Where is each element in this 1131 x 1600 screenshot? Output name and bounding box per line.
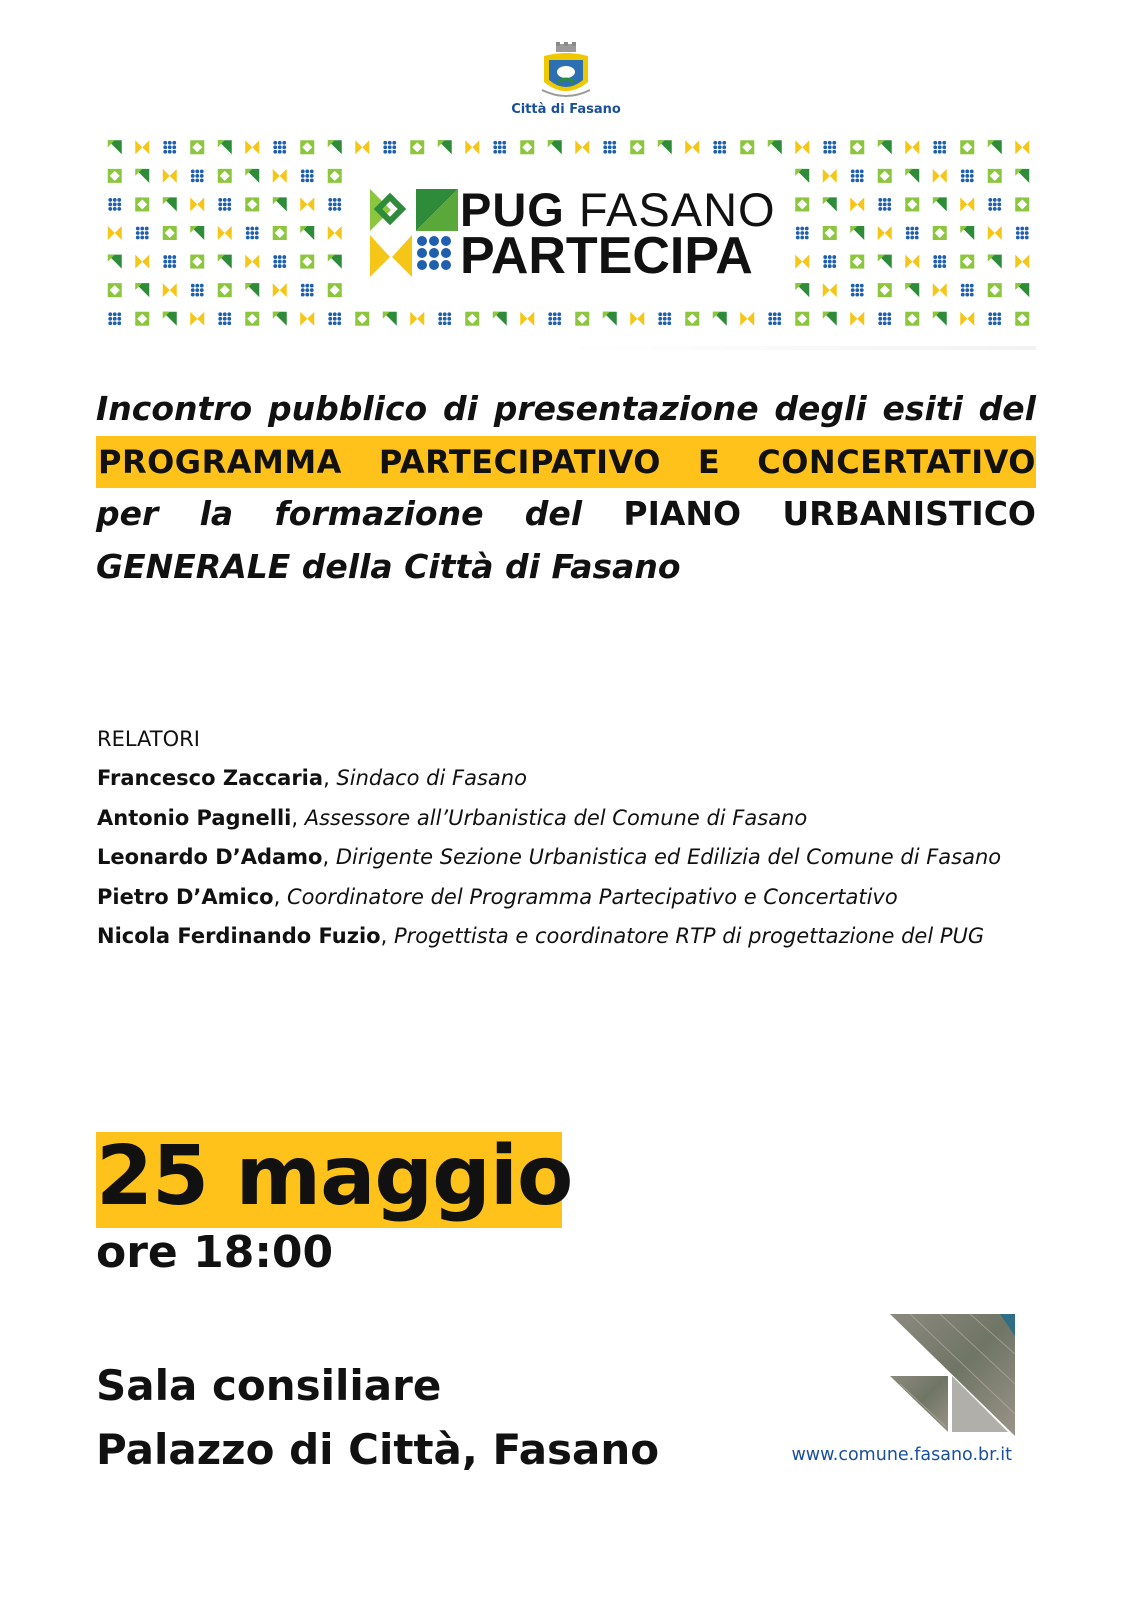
pattern-tile (850, 312, 864, 326)
pattern-tile (1015, 197, 1029, 211)
pattern-tile (933, 312, 947, 326)
pattern-tile (658, 140, 672, 154)
pattern-tile (190, 255, 204, 269)
pattern-tile (383, 141, 396, 154)
pattern-tile (301, 169, 314, 182)
pattern-tile (878, 198, 891, 211)
pattern-tile (685, 312, 699, 326)
pattern-tile (905, 140, 919, 154)
pattern-tile (135, 312, 149, 326)
pattern-tile (1016, 227, 1029, 240)
pattern-tile (823, 169, 837, 183)
pattern-tile (218, 140, 232, 154)
pattern-tile (245, 255, 259, 269)
speaker-role: Assessore all’Urbanistica del Comune di Fasano (304, 805, 808, 830)
heading-line-2-highlight: PROGRAMMA PARTECIPATIVO E CONCERTATIVO (96, 436, 1036, 489)
pattern-tile (548, 140, 562, 154)
pattern-tile (136, 227, 149, 240)
speaker-item: Pietro D’Amico, Coordinatore del Programma Partecipativo e Concertativo (97, 884, 898, 909)
pattern-tile (850, 226, 864, 240)
pattern-tile (933, 226, 947, 240)
pattern-tile (300, 197, 314, 211)
pattern-tile (410, 140, 424, 154)
pattern-tile (273, 197, 287, 211)
pattern-tile (273, 226, 287, 240)
pattern-tile (575, 140, 589, 154)
pattern-tile (163, 255, 176, 268)
pattern-tile (163, 312, 177, 326)
pattern-tile (796, 227, 809, 240)
pattern-tile (933, 255, 946, 268)
pattern-tile (823, 226, 837, 240)
speaker-role: Coordinatore del Programma Partecipativo e Concertativo (286, 884, 898, 909)
heading-line-3: per la formazione del PIANO URBANISTICO (96, 494, 1036, 533)
pattern-tile (191, 169, 204, 182)
pattern-tile (493, 312, 507, 326)
pattern-tile (878, 312, 891, 325)
event-heading (96, 383, 1036, 593)
pattern-tile (273, 141, 286, 154)
pattern-tile (465, 312, 479, 326)
pattern-tile (603, 141, 616, 154)
pattern-tile (850, 140, 864, 154)
pattern-tile (795, 140, 809, 154)
pattern-tile (905, 255, 919, 269)
pattern-tile (135, 255, 149, 269)
pattern-tile (190, 140, 204, 154)
speaker-name: Leonardo D’Adamo (97, 845, 323, 870)
pattern-tile (795, 197, 809, 211)
speaker-name: Pietro D’Amico (97, 884, 274, 909)
pattern-tile (933, 283, 947, 297)
pattern-tile (960, 255, 974, 269)
speaker-name: Francesco Zaccaria (97, 766, 324, 791)
pattern-tile (603, 312, 617, 326)
pattern-tile (191, 284, 204, 297)
pattern-tile (575, 312, 589, 326)
pattern-tile (878, 255, 892, 269)
pattern-tile (988, 169, 1002, 183)
pattern-tile (273, 283, 287, 297)
pattern-tile (905, 169, 919, 183)
pattern-tile (246, 227, 259, 240)
pattern-tile (190, 226, 204, 240)
pattern-tile (630, 312, 644, 326)
speaker-name: Nicola Ferdinando Fuzio (97, 924, 381, 949)
pattern-tile (218, 312, 231, 325)
pattern-tile (190, 312, 204, 326)
pattern-tile (1015, 169, 1029, 183)
pattern-tile (520, 140, 534, 154)
pattern-tile (713, 312, 727, 326)
pattern-tile (108, 169, 122, 183)
pattern-tile (905, 312, 919, 326)
pattern-tile (878, 140, 892, 154)
pattern-tile (795, 283, 809, 297)
pattern-tile (960, 140, 974, 154)
speaker-item: Antonio Pagnelli, Assessore all’Urbanistica del Comune di Fasano (97, 805, 808, 830)
speaker-item: Nicola Ferdinando Fuzio, Progettista e coordinatore RTP di progettazione del PUG (97, 924, 985, 949)
pattern-tile (823, 197, 837, 211)
pattern-tile (300, 140, 314, 154)
speaker-item: Francesco Zaccaria, Sindaco di Fasano (97, 766, 527, 791)
pattern-tile (218, 169, 232, 183)
pattern-tile (273, 169, 287, 183)
pattern-tile (905, 283, 919, 297)
pattern-tile (163, 226, 177, 240)
pattern-tile (300, 255, 314, 269)
pattern-tile (630, 140, 644, 154)
pattern-tile (520, 312, 534, 326)
pattern-tile (328, 169, 342, 183)
speaker-name: Antonio Pagnelli (97, 805, 292, 830)
speaker-role: Sindaco di Fasano (336, 766, 527, 791)
pattern-tile (823, 141, 836, 154)
event-venue (96, 1354, 659, 1482)
speaker-role: Progettista e coordinatore RTP di progettazione del PUG (393, 924, 985, 949)
pattern-tile (245, 312, 259, 326)
pattern-tile (768, 140, 782, 154)
pattern-tile (328, 198, 341, 211)
logo-pug-word: PUG (460, 183, 565, 236)
pattern-tile (933, 169, 947, 183)
pattern-tile (823, 255, 836, 268)
heading-line-4: GENERALE della Città di Fasano (96, 546, 681, 586)
pattern-tile (878, 226, 892, 240)
pattern-tile (960, 197, 974, 211)
pattern-tile (135, 197, 149, 211)
pattern-tile (961, 284, 974, 297)
pattern-tile (658, 312, 671, 325)
pattern-tile (795, 169, 809, 183)
pattern-tile (108, 312, 121, 325)
pattern-tile (245, 140, 259, 154)
pattern-tile (245, 169, 259, 183)
pattern-tile (823, 312, 837, 326)
pattern-tile (493, 141, 506, 154)
heading-line-1: Incontro pubblico di presentazione degli esiti del (96, 389, 1036, 428)
venue-line-1: Sala consiliare (96, 1361, 442, 1410)
pattern-tile (988, 198, 1001, 211)
pug-logo-icon (368, 187, 460, 279)
pattern-tile (933, 141, 946, 154)
city-name-label: Città di Fasano (511, 102, 621, 117)
pattern-tile (163, 283, 177, 297)
pattern-tile (355, 312, 369, 326)
pattern-tile (328, 255, 342, 269)
pattern-tile (108, 198, 121, 211)
speaker-role: Dirigente Sezione Urbanistica ed Edilizia del Comune di Fasano (335, 845, 1002, 870)
pattern-tile (1015, 255, 1029, 269)
pattern-tile (355, 140, 369, 154)
pattern-tile (851, 284, 864, 297)
pattern-tile (245, 197, 259, 211)
pattern-tile (300, 226, 314, 240)
banner-shadow (560, 346, 1036, 350)
pattern-tile (1015, 283, 1029, 297)
city-crest-icon (536, 42, 596, 104)
pattern-tile (795, 255, 809, 269)
pattern-tile (851, 169, 864, 182)
pattern-tile (960, 312, 974, 326)
pattern-tile (218, 198, 231, 211)
speakers-section (97, 720, 1057, 956)
pattern-tile (135, 283, 149, 297)
pattern-tile (273, 255, 286, 268)
pattern-tile (410, 312, 424, 326)
pattern-tile (273, 312, 287, 326)
pattern-tile (108, 283, 122, 297)
logo-fasano-word: FASANO (564, 183, 776, 236)
pattern-tile (383, 312, 397, 326)
event-time: ore 18:00 (96, 1227, 334, 1278)
pattern-tile (740, 140, 754, 154)
pattern-tile (795, 312, 809, 326)
pattern-tile (218, 283, 232, 297)
pattern-tile (245, 283, 259, 297)
pattern-tile (163, 197, 177, 211)
pattern-tile (190, 197, 204, 211)
logo-title-line2: PARTECIPA (460, 227, 753, 285)
pattern-tile (135, 140, 149, 154)
speaker-item: Leonardo D’Adamo, Dirigente Sezione Urbanistica ed Edilizia del Comune di Fasano (97, 845, 1002, 870)
pattern-tile (906, 227, 919, 240)
pattern-tile (768, 312, 781, 325)
aerial-map-arrow-icon (890, 1314, 1015, 1436)
pattern-tile (163, 141, 176, 154)
pattern-tile (218, 226, 232, 240)
pattern-tile (960, 226, 974, 240)
pattern-tile (108, 226, 122, 240)
pattern-tile (740, 312, 754, 326)
pattern-tile (905, 197, 919, 211)
pattern-tile (300, 312, 314, 326)
pattern-tile (301, 284, 314, 297)
pattern-tile (163, 169, 177, 183)
pattern-tile (713, 141, 726, 154)
pattern-tile (328, 283, 342, 297)
pattern-tile (465, 140, 479, 154)
pattern-tile (850, 197, 864, 211)
pattern-tile (988, 283, 1002, 297)
venue-line-2: Palazzo di Città, Fasano (96, 1425, 660, 1474)
pattern-tile (108, 140, 122, 154)
pattern-tile (328, 140, 342, 154)
pattern-tile (1015, 140, 1029, 154)
pattern-tile (850, 255, 864, 269)
pattern-tile (328, 312, 341, 325)
pattern-tile (933, 197, 947, 211)
pattern-tile (878, 169, 892, 183)
pattern-tile (218, 255, 232, 269)
event-date: 25 maggio (96, 1129, 573, 1224)
pattern-tile (823, 283, 837, 297)
pattern-tile (548, 312, 561, 325)
pattern-tile (108, 255, 122, 269)
pattern-tile (988, 255, 1002, 269)
pattern-tile (1015, 312, 1029, 326)
pattern-tile (135, 169, 149, 183)
pattern-tile (438, 140, 452, 154)
pattern-tile (961, 169, 974, 182)
pattern-tile (685, 140, 699, 154)
speakers-title: RELATORI (97, 727, 200, 751)
pattern-tile (988, 226, 1002, 240)
pattern-tile (328, 226, 342, 240)
pattern-tile (878, 283, 892, 297)
website-link[interactable]: www.comune.fasano.br.it (791, 1445, 1012, 1465)
pattern-tile (988, 312, 1001, 325)
pattern-tile (988, 140, 1002, 154)
pattern-tile (438, 312, 451, 325)
